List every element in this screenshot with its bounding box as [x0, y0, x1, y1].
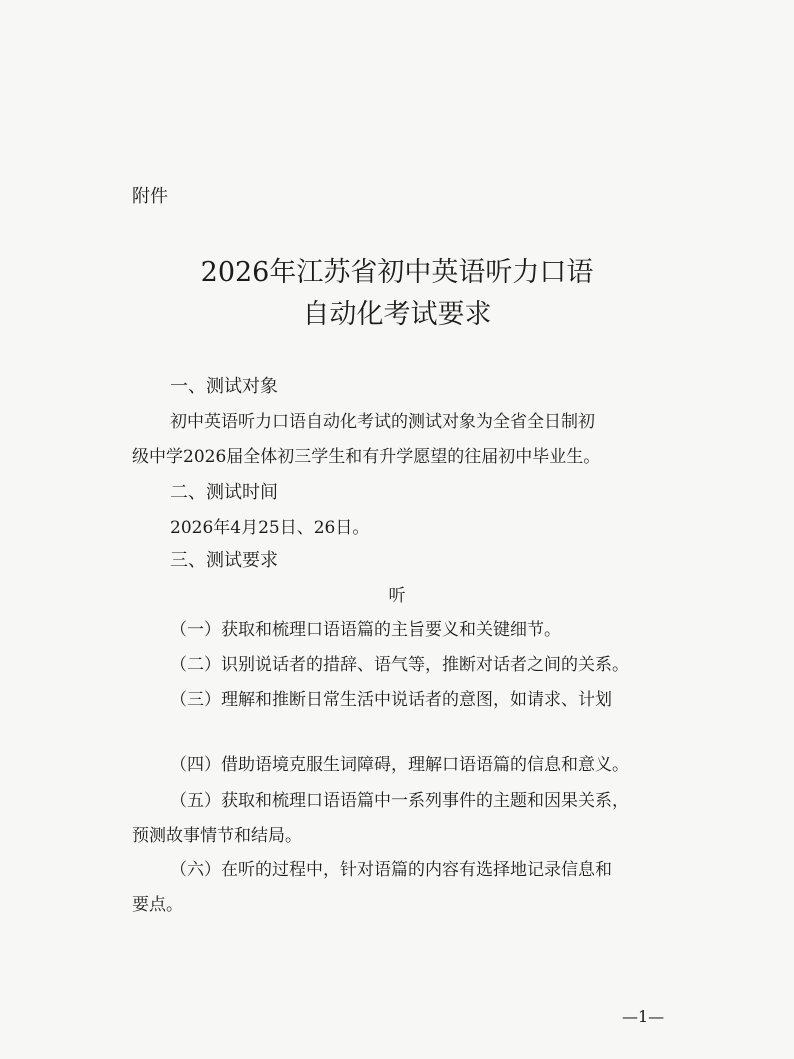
section-2-body: 2026年4月25日、26日。	[170, 518, 370, 538]
section-1-body-line-1: 初中英语听力口语自动化考试的测试对象为全省全日制初	[170, 412, 595, 432]
section-3-heading: 三、测试要求	[170, 550, 278, 571]
section-1-heading: 一、测试对象	[170, 376, 278, 397]
requirement-item-2: （二）识别说话者的措辞、语气等，推断对话者之间的关系。	[170, 655, 629, 675]
requirement-item-5: （五）获取和梳理口语语篇中一系列事件的主题和因果关系，	[170, 791, 629, 811]
requirement-item-1: （一）获取和梳理口语语篇的主旨要义和关键细节。	[170, 620, 561, 640]
title-line-1: 2026年江苏省初中英语听力口语	[200, 257, 594, 288]
title-line-2: 自动化考试要求	[302, 299, 492, 330]
requirement-item-5-cont: 预测故事情节和结局。	[132, 826, 302, 846]
section-1-body-line-2: 级中学2026届全体初三学生和有升学愿望的往届初中毕业生。	[132, 447, 601, 467]
requirement-item-4: （四）借助语境克服生词障碍，理解口语语篇的信息和意义。	[170, 755, 629, 775]
page-number: —1—	[622, 1007, 665, 1026]
requirement-item-6: （六）在听的过程中，针对语篇的内容有选择地记录信息和	[170, 860, 612, 880]
requirement-item-3: （三）理解和推断日常生活中说话者的意图，如请求、计划	[170, 690, 612, 710]
attachment-label: 附件	[132, 186, 168, 207]
listening-subheading: 听	[388, 586, 406, 606]
section-2-heading: 二、测试时间	[170, 482, 278, 503]
requirement-item-6-cont: 要点。	[132, 895, 183, 915]
